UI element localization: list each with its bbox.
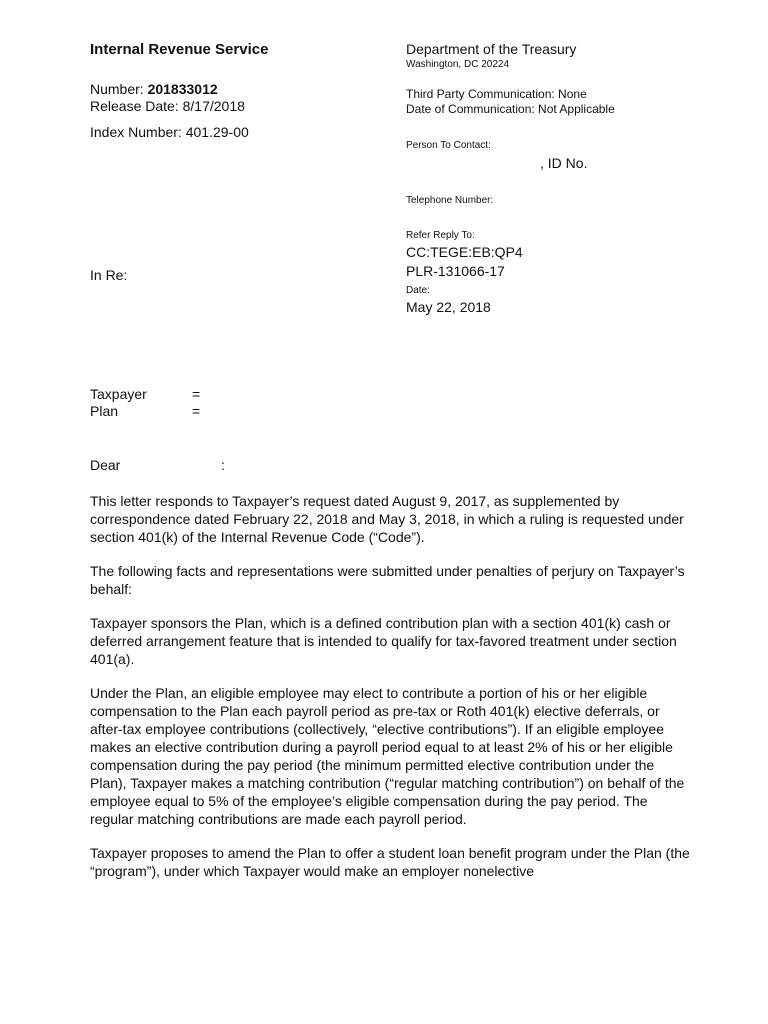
date-value: May 22, 2018 bbox=[406, 299, 491, 315]
plan-label: Plan bbox=[90, 403, 119, 419]
body-paragraph: Taxpayer proposes to amend the Plan to offer a student loan benefit program under the Plan (the “program”), under which Taxpayer would make an employer nonelective bbox=[90, 845, 690, 879]
agency-name: Internal Revenue Service bbox=[90, 41, 269, 58]
plr-number: PLR-131066-17 bbox=[406, 263, 505, 279]
equals-sign: = bbox=[192, 386, 201, 402]
refer-reply-label: Refer Reply To: bbox=[406, 230, 475, 241]
salutation-colon: : bbox=[221, 457, 225, 473]
in-re-label: In Re: bbox=[90, 267, 128, 283]
release-date: Release Date: 8/17/2018 bbox=[90, 98, 245, 114]
letter-body bbox=[90, 492, 690, 896]
date-label: Date: bbox=[406, 285, 430, 296]
refer-code: CC:TEGE:EB:QP4 bbox=[406, 244, 523, 260]
plan-definition bbox=[90, 403, 200, 419]
person-to-contact-label: Person To Contact: bbox=[406, 140, 491, 151]
salutation-dear: Dear bbox=[90, 457, 121, 473]
telephone-label: Telephone Number: bbox=[406, 195, 494, 206]
third-party-communication: Third Party Communication: None bbox=[406, 87, 587, 101]
date-of-communication: Date of Communication: Not Applicable bbox=[406, 102, 615, 116]
body-paragraph: This letter responds to Taxpayer’s request dated August 9, 2017, as supplemented by correspondence dated February 22, 2018 and May 3, 2018, in which a ruling is requested under section 401(k) of the Internal Revenue Code (“Code”). bbox=[90, 493, 684, 545]
taxpayer-label: Taxpayer bbox=[90, 386, 147, 402]
body-paragraph: Under the Plan, an eligible employee may elect to contribute a portion of his or her eligible compensation to the Plan each payroll period as pre-tax or Roth 401(k) elective deferrals, or after-tax employee contributions (collectively, “elective contributions”). If an eligible employee makes an elective contribution during a payroll period equal to at least 2% of his or her eligible compensation during the pay period (the minimum permitted elective contribution under the Plan), Taxpayer makes a matching contribution (“regular matching contribution”) on behalf of the employee equal to 5% of the employee’s eligible compensation during the pay period. The regular matching contributions are made each payroll period. bbox=[90, 685, 685, 827]
id-number-label: , ID No. bbox=[540, 155, 588, 171]
taxpayer-definition bbox=[90, 386, 200, 402]
body-paragraph: The following facts and representations were submitted under penalties of perjury on Taxpayer’s behalf: bbox=[90, 563, 685, 597]
body-paragraph: Taxpayer sponsors the Plan, which is a defined contribution plan with a section 401(k) cash or deferred arrangement feature that is intended to qualify for tax-favored treatment under section 401(a). bbox=[90, 615, 677, 667]
number-value: 201833012 bbox=[147, 81, 218, 97]
index-number: Index Number: 401.29-00 bbox=[90, 124, 249, 140]
equals-sign: = bbox=[192, 403, 201, 419]
department-address: Washington, DC 20224 bbox=[406, 59, 510, 70]
ruling-number bbox=[90, 81, 218, 97]
department-name: Department of the Treasury bbox=[406, 41, 577, 57]
number-label: Number: bbox=[90, 81, 144, 97]
